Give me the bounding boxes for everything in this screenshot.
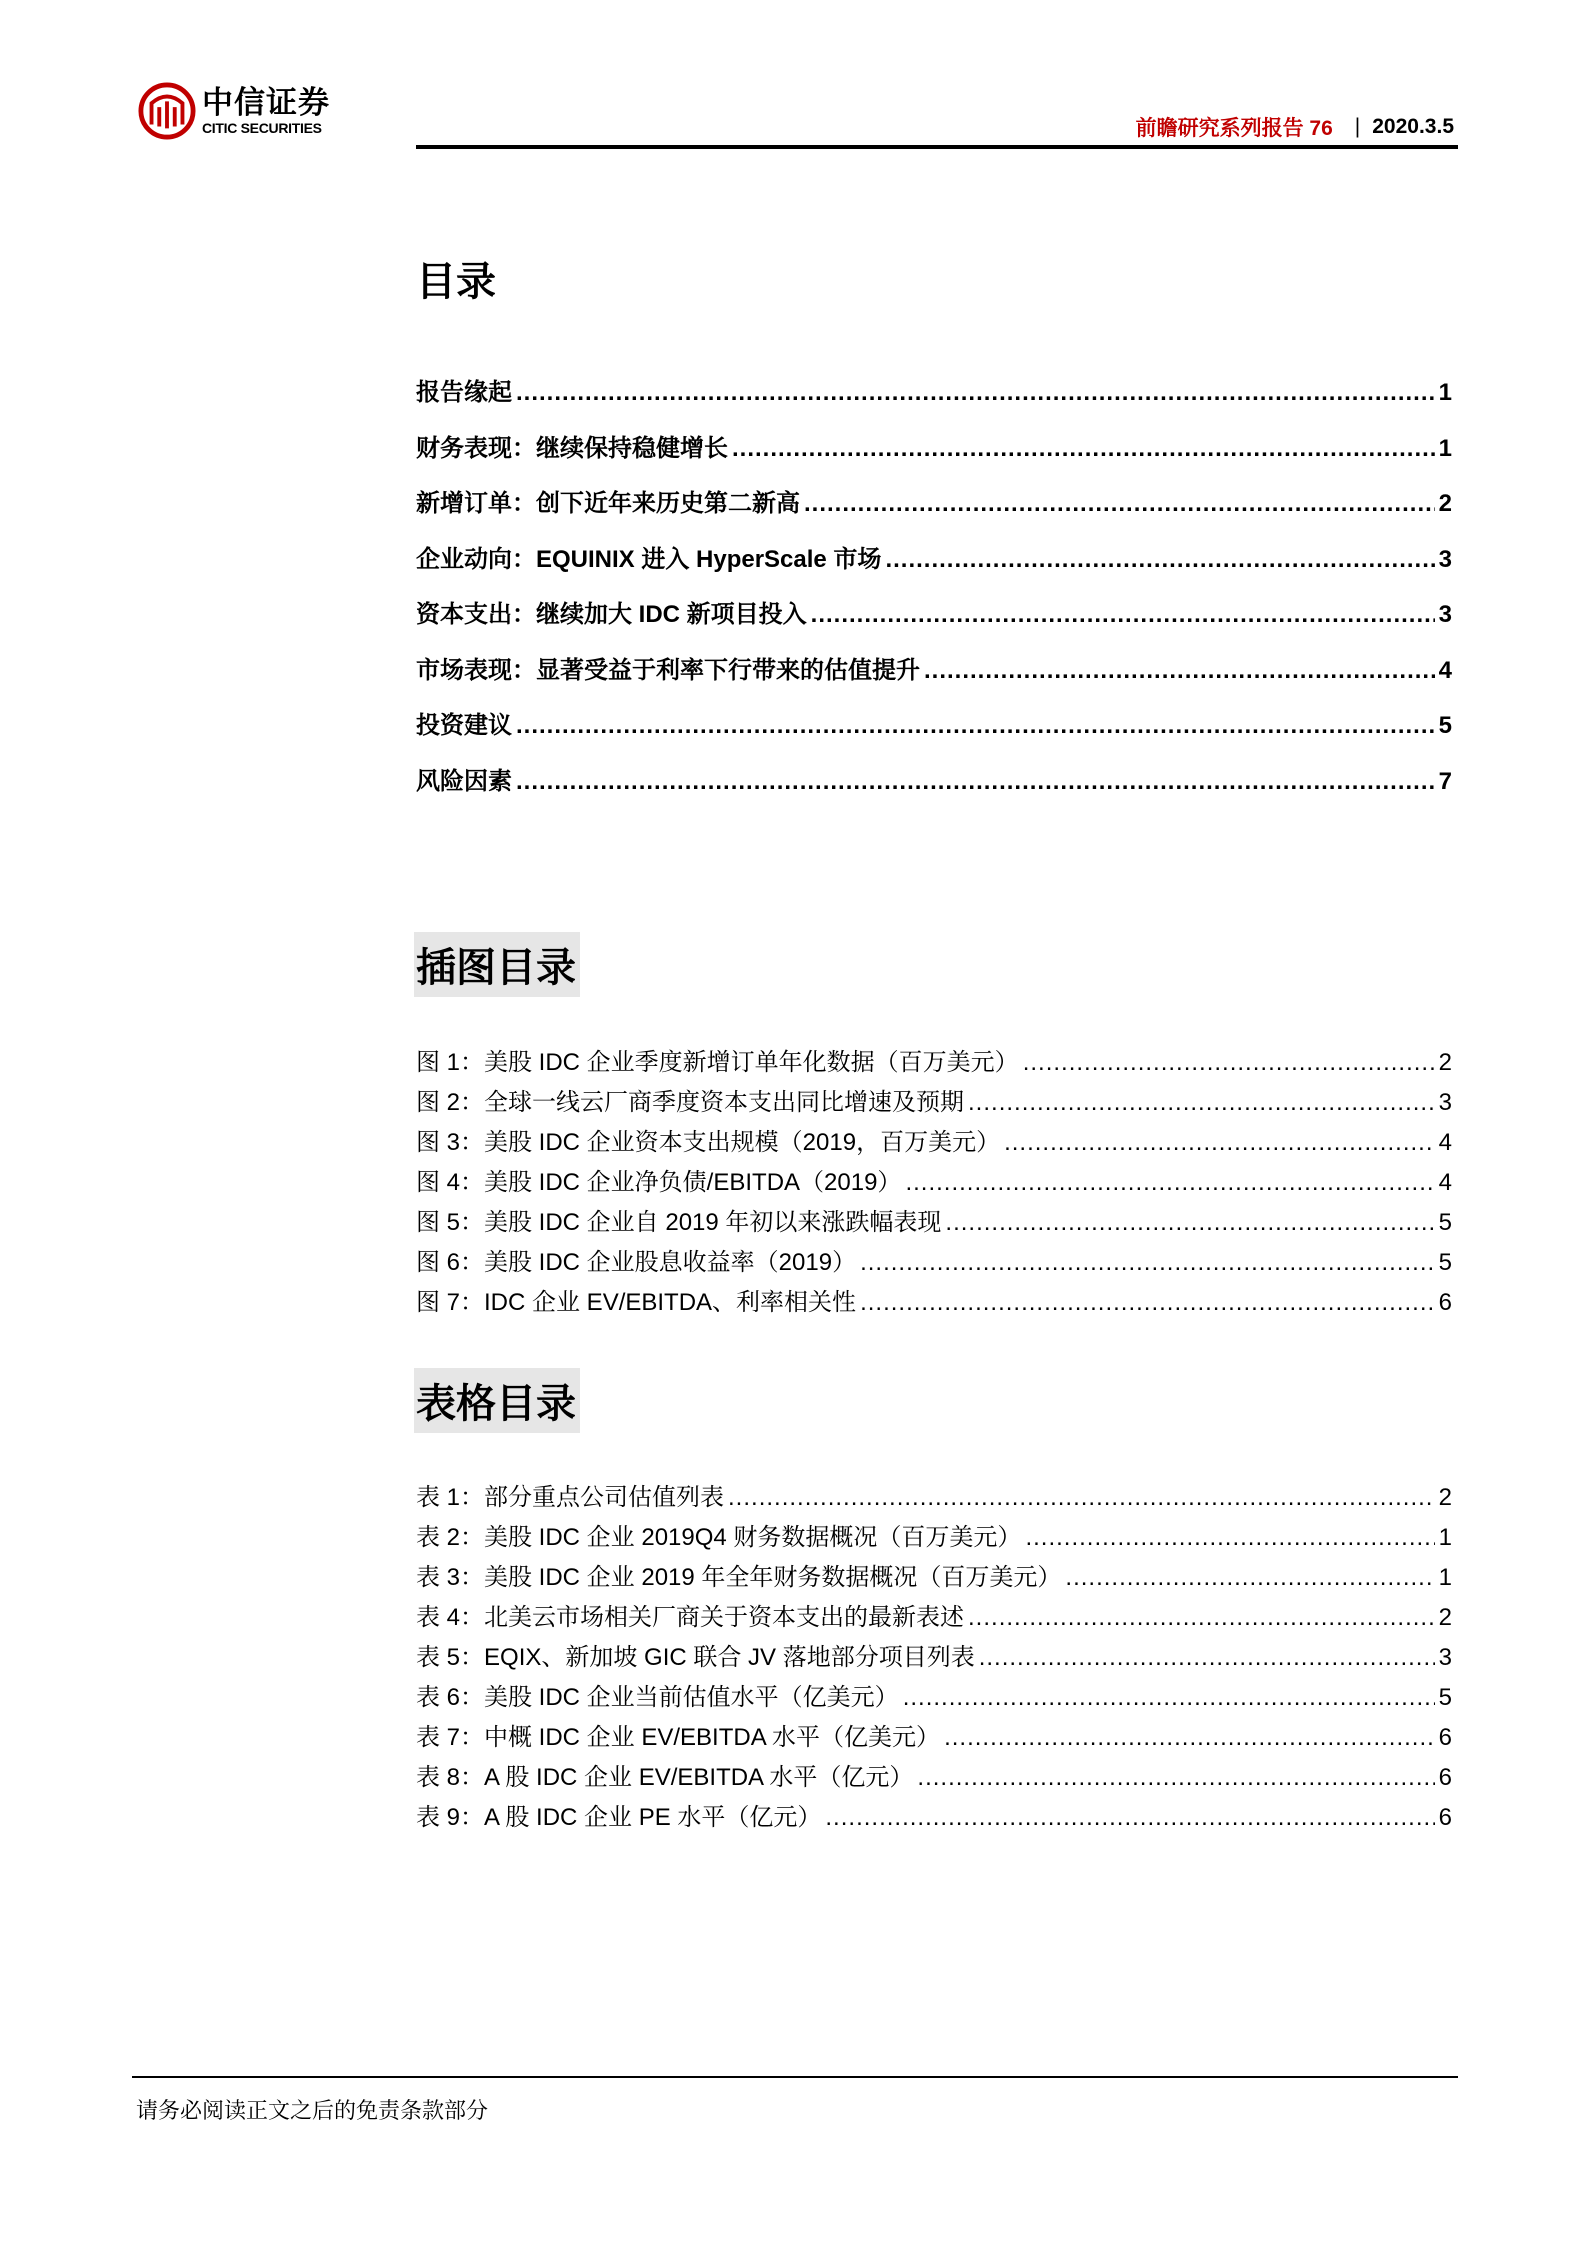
header-rule bbox=[416, 145, 1458, 149]
table-entry[interactable] bbox=[416, 1677, 1452, 1712]
logo-cn-text: 中信证券 bbox=[202, 85, 330, 120]
leader-dots bbox=[732, 435, 1435, 463]
leader-dots bbox=[944, 1724, 1435, 1752]
entry-label[interactable]: 财务表现：继续保持稳健增长 bbox=[416, 434, 728, 462]
entry-label[interactable]: 表 4：北美云市场相关厂商关于资本支出的最新表述 bbox=[416, 1604, 965, 1631]
toc-entry[interactable] bbox=[416, 539, 1452, 574]
entry-page[interactable]: 6 bbox=[1438, 1724, 1452, 1751]
entry-page[interactable]: 2 bbox=[1438, 1604, 1452, 1631]
entry-label[interactable]: 企业动向：EQUINIX 进入 HyperScale 市场 bbox=[416, 545, 882, 573]
leader-dots bbox=[1025, 1524, 1434, 1552]
footer-rule bbox=[132, 2076, 1458, 2078]
figure-entry[interactable] bbox=[416, 1122, 1452, 1157]
entry-label[interactable]: 图 2：全球一线云厂商季度资本支出同比增速及预期 bbox=[416, 1089, 965, 1116]
report-date: 2020.3.5 bbox=[1372, 115, 1454, 138]
leader-dots bbox=[804, 490, 1435, 518]
table-entry[interactable] bbox=[416, 1797, 1452, 1832]
leader-dots bbox=[924, 657, 1435, 685]
leader-dots bbox=[1023, 1049, 1435, 1077]
leader-dots bbox=[905, 1169, 1434, 1197]
entry-label[interactable]: 表 3：美股 IDC 企业 2019 年全年财务数据概况（百万美元） bbox=[416, 1564, 1062, 1591]
entry-page[interactable]: 4 bbox=[1438, 1169, 1452, 1196]
entry-page[interactable]: 1 bbox=[1438, 1564, 1452, 1591]
leader-dots bbox=[1004, 1129, 1435, 1157]
entry-page[interactable]: 2 bbox=[1438, 1484, 1452, 1511]
tables-title: 表格目录 bbox=[414, 1368, 580, 1433]
entry-page[interactable]: 3 bbox=[1438, 1644, 1452, 1671]
leader-dots bbox=[516, 379, 1435, 407]
entry-page[interactable]: 7 bbox=[1438, 767, 1452, 795]
entry-page[interactable]: 2 bbox=[1438, 1049, 1452, 1076]
toc-title: 目录 bbox=[416, 260, 496, 304]
figure-entry[interactable] bbox=[416, 1082, 1452, 1117]
leader-dots bbox=[917, 1764, 1434, 1792]
entry-page[interactable]: 5 bbox=[1438, 1209, 1452, 1236]
leader-dots bbox=[825, 1804, 1434, 1832]
leader-dots bbox=[979, 1644, 1435, 1672]
logo-en-text: CITIC SECURITIES bbox=[202, 120, 322, 136]
leader-dots bbox=[728, 1484, 1435, 1512]
entry-page[interactable]: 6 bbox=[1438, 1764, 1452, 1791]
entry-label[interactable]: 表 7：中概 IDC 企业 EV/EBITDA 水平（亿美元） bbox=[416, 1724, 941, 1751]
entry-page[interactable]: 4 bbox=[1438, 1129, 1452, 1156]
citic-logo-icon bbox=[138, 82, 196, 140]
entry-label[interactable]: 新增订单：创下近年来历史第二新高 bbox=[416, 490, 800, 517]
entry-page[interactable]: 5 bbox=[1438, 1249, 1452, 1276]
leader-dots bbox=[1065, 1564, 1434, 1592]
entry-label[interactable]: 表 1：部分重点公司估值列表 bbox=[416, 1484, 725, 1511]
entry-label[interactable]: 报告缘起 bbox=[416, 379, 512, 406]
figures-title: 插图目录 bbox=[414, 932, 580, 997]
entry-page[interactable]: 5 bbox=[1438, 712, 1452, 739]
entry-label[interactable]: 风险因素 bbox=[416, 767, 512, 795]
figure-entry[interactable] bbox=[416, 1042, 1452, 1077]
toc-entry[interactable] bbox=[416, 594, 1452, 629]
entry-page[interactable]: 1 bbox=[1438, 379, 1452, 406]
leader-dots bbox=[945, 1209, 1434, 1237]
figure-entry[interactable] bbox=[416, 1162, 1452, 1197]
toc-entry[interactable] bbox=[416, 705, 1452, 740]
entry-label[interactable]: 市场表现：显著受益于利率下行带来的估值提升 bbox=[416, 656, 920, 684]
leader-dots bbox=[516, 768, 1435, 796]
table-entry[interactable] bbox=[416, 1557, 1452, 1592]
report-series: 前瞻研究系列报告 76 bbox=[1135, 117, 1333, 140]
entry-label[interactable]: 表 9：A 股 IDC 企业 PE 水平（亿元） bbox=[416, 1804, 822, 1831]
header-info bbox=[1136, 112, 1454, 142]
leader-dots bbox=[860, 1249, 1435, 1277]
leader-dots bbox=[903, 1684, 1435, 1712]
table-entry[interactable] bbox=[416, 1597, 1452, 1632]
table-entry[interactable] bbox=[416, 1517, 1452, 1552]
entry-page[interactable]: 3 bbox=[1438, 1089, 1452, 1116]
entry-label[interactable]: 图 6：美股 IDC 企业股息收益率（2019） bbox=[416, 1249, 857, 1276]
entry-page[interactable]: 6 bbox=[1438, 1289, 1452, 1316]
toc-entry[interactable] bbox=[416, 650, 1452, 685]
toc-entry[interactable] bbox=[416, 761, 1452, 796]
entry-page[interactable]: 4 bbox=[1438, 656, 1452, 684]
entry-page[interactable]: 2 bbox=[1438, 490, 1452, 517]
toc-entry[interactable] bbox=[416, 483, 1452, 518]
table-entry[interactable] bbox=[416, 1757, 1452, 1792]
entry-label[interactable]: 图 7：IDC 企业 EV/EBITDA、利率相关性 bbox=[416, 1289, 857, 1316]
entry-page[interactable]: 1 bbox=[1438, 434, 1452, 462]
leader-dots bbox=[516, 712, 1435, 740]
entry-label[interactable]: 图 3：美股 IDC 企业资本支出规模（2019，百万美元） bbox=[416, 1129, 1001, 1156]
entry-label[interactable]: 表 6：美股 IDC 企业当前估值水平（亿美元） bbox=[416, 1684, 899, 1711]
entry-page[interactable]: 5 bbox=[1438, 1684, 1452, 1711]
footer-disclaimer: 请务必阅读正文之后的免责条款部分 bbox=[136, 2098, 489, 2123]
toc-entry[interactable] bbox=[416, 372, 1452, 407]
entry-label[interactable]: 投资建议 bbox=[416, 712, 512, 739]
entry-label[interactable]: 表 2：美股 IDC 企业 2019Q4 财务数据概况（百万美元） bbox=[416, 1524, 1022, 1551]
leader-dots bbox=[968, 1089, 1435, 1117]
table-entry[interactable] bbox=[416, 1477, 1452, 1512]
entry-page[interactable]: 3 bbox=[1438, 545, 1452, 573]
entry-page[interactable]: 6 bbox=[1438, 1804, 1452, 1831]
figure-entry[interactable] bbox=[416, 1282, 1452, 1317]
entry-label[interactable]: 图 5：美股 IDC 企业自 2019 年初以来涨跌幅表现 bbox=[416, 1209, 942, 1236]
toc-entry[interactable] bbox=[416, 428, 1452, 463]
entry-label[interactable]: 图 1：美股 IDC 企业季度新增订单年化数据（百万美元） bbox=[416, 1049, 1019, 1076]
table-entry[interactable] bbox=[416, 1717, 1452, 1752]
entry-label[interactable]: 图 4：美股 IDC 企业净负债/EBITDA（2019） bbox=[416, 1169, 902, 1196]
figure-entry[interactable] bbox=[416, 1202, 1452, 1237]
figure-entry[interactable] bbox=[416, 1242, 1452, 1277]
entry-label[interactable]: 表 8：A 股 IDC 企业 EV/EBITDA 水平（亿元） bbox=[416, 1764, 914, 1791]
leader-dots bbox=[860, 1289, 1435, 1317]
entry-page[interactable]: 3 bbox=[1438, 601, 1452, 628]
leader-dots bbox=[811, 601, 1435, 629]
entry-label[interactable]: 资本支出：继续加大 IDC 新项目投入 bbox=[416, 601, 807, 628]
table-entry[interactable] bbox=[416, 1637, 1452, 1672]
citic-logo bbox=[138, 82, 330, 140]
leader-dots bbox=[885, 546, 1434, 574]
entry-page[interactable]: 1 bbox=[1438, 1524, 1452, 1551]
entry-label[interactable]: 表 5：EQIX、新加坡 GIC 联合 JV 落地部分项目列表 bbox=[416, 1644, 975, 1671]
header-separator: | bbox=[1354, 115, 1361, 138]
leader-dots bbox=[968, 1604, 1435, 1632]
